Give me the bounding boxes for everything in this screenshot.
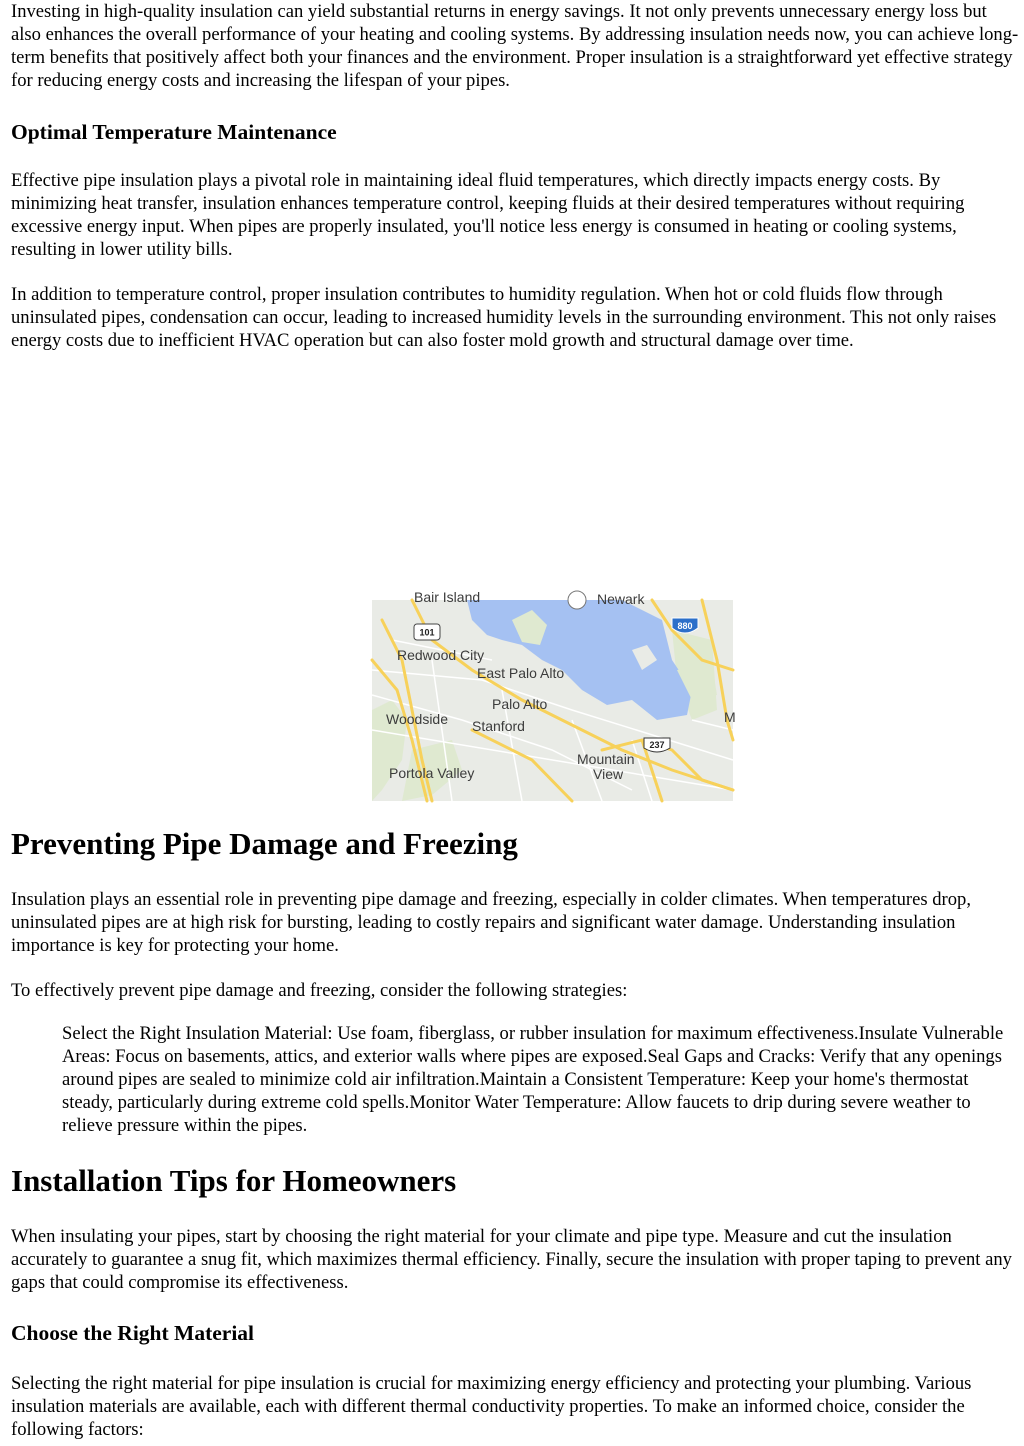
us101-shield-label: 101 bbox=[419, 627, 435, 638]
optimal-temperature-heading: Optimal Temperature Maintenance bbox=[11, 120, 337, 144]
map-label-woodside: Woodside bbox=[386, 711, 449, 727]
i880-shield-icon bbox=[672, 618, 698, 633]
strategy-item: Monitor Water Temperature: Allow faucets to drip during severe weather to relieve pressure within the pipes. bbox=[62, 1092, 971, 1136]
map-label-palo-alto: Palo Alto bbox=[492, 696, 548, 712]
installation-heading: Installation Tips for Homeowners bbox=[11, 1163, 457, 1198]
map-label-redwood-city: Redwood City bbox=[397, 647, 485, 663]
ca237-shield-icon bbox=[644, 738, 670, 752]
map-label-newark: Newark bbox=[597, 591, 645, 607]
newark-marker-icon bbox=[568, 591, 586, 609]
us101-shield-icon bbox=[414, 624, 440, 640]
i880-shield-label: 880 bbox=[677, 621, 693, 631]
preventing-heading: Preventing Pipe Damage and Freezing bbox=[11, 826, 518, 861]
strategy-item: Insulate Vulnerable Areas: Focus on basements, attics, and exterior walls where pipes are exposed. bbox=[62, 1023, 1004, 1067]
ca237-shield-label: 237 bbox=[649, 740, 665, 750]
intro-paragraph: Investing in high-quality insulation can yield substantial returns in energy savings. It not only prevents unnecessary energy loss but also enhances the overall performance of your heating and cooling systems. By addressing insulation needs now, you can achieve long-term benefits that positively affect both your finances and the environment. Proper insulation is a straightforward yet effective strategy for reducing energy costs and increasing the lifespan of your pipes. bbox=[11, 1, 1019, 91]
choose-material-heading: Choose the Right Material bbox=[11, 1321, 255, 1345]
embedded-map[interactable] bbox=[372, 589, 736, 801]
map-label-mountain: Mountain bbox=[577, 751, 635, 767]
optimal-temperature-paragraph-2: In addition to temperature control, proper insulation contributes to humidity regulation. When hot or cold fluids flow through uninsulated pipes, condensation can occur, leading to increased humidity levels in the surrounding environment. This not only raises energy costs due to inefficient HVAC operation but can also foster mold growth and structural damage over time. bbox=[11, 284, 997, 351]
strategy-item: Maintain a Consistent Temperature: Keep your home's thermostat steady, particularly during extreme cold spells. bbox=[62, 1069, 969, 1113]
installation-paragraph: When insulating your pipes, start by choosing the right material for your climate and pipe type. Measure and cut the insulation accurately to guarantee a snug fit, which maximizes thermal efficiency. Finally, secure the insulation with proper taping to prevent any gaps that could compromise its effectiveness. bbox=[11, 1226, 1012, 1293]
preventing-paragraph-2: To effectively prevent pipe damage and freezing, consider the following strategies: bbox=[11, 980, 628, 1001]
choose-material-paragraph: Selecting the right material for pipe insulation is crucial for maximizing energy efficiency and protecting your plumbing. Various insulation materials are available, each with different thermal conductivity properties. To make an informed choice, consider the following factors: bbox=[11, 1373, 972, 1440]
strategy-item: Select the Right Insulation Material: Use foam, fiberglass, or rubber insulation for maximum effectiveness. bbox=[62, 1023, 859, 1044]
map-label-portola-valley: Portola Valley bbox=[389, 765, 475, 781]
map-label-edge-m: M bbox=[724, 709, 736, 725]
map-label-view: View bbox=[593, 766, 624, 782]
optimal-temperature-paragraph-1: Effective pipe insulation plays a pivotal role in maintaining ideal fluid temperatures, which directly impacts energy costs. By minimizing heat transfer, insulation enhances temperature control, keeping fluids at their desired temperatures without requiring excessive energy input. When pipes are properly insulated, you'll notice less energy is consumed in heating or cooling systems, resulting in lower utility bills. bbox=[11, 170, 965, 260]
map-canvas bbox=[372, 589, 736, 801]
map-label-stanford: Stanford bbox=[472, 718, 525, 734]
strategy-list bbox=[62, 1022, 1022, 1137]
map-label-east-palo-alto: East Palo Alto bbox=[477, 665, 565, 681]
strategy-item: Seal Gaps and Cracks: Verify that any openings around pipes are sealed to minimize cold air infiltration. bbox=[62, 1046, 1002, 1090]
map-label-bair-island: Bair Island bbox=[414, 589, 481, 605]
preventing-paragraph-1: Insulation plays an essential role in preventing pipe damage and freezing, especially in colder climates. When temperatures drop, uninsulated pipes are at high risk for bursting, leading to costly repairs and significant water damage. Understanding insulation importance is key for protecting your home. bbox=[11, 889, 971, 956]
